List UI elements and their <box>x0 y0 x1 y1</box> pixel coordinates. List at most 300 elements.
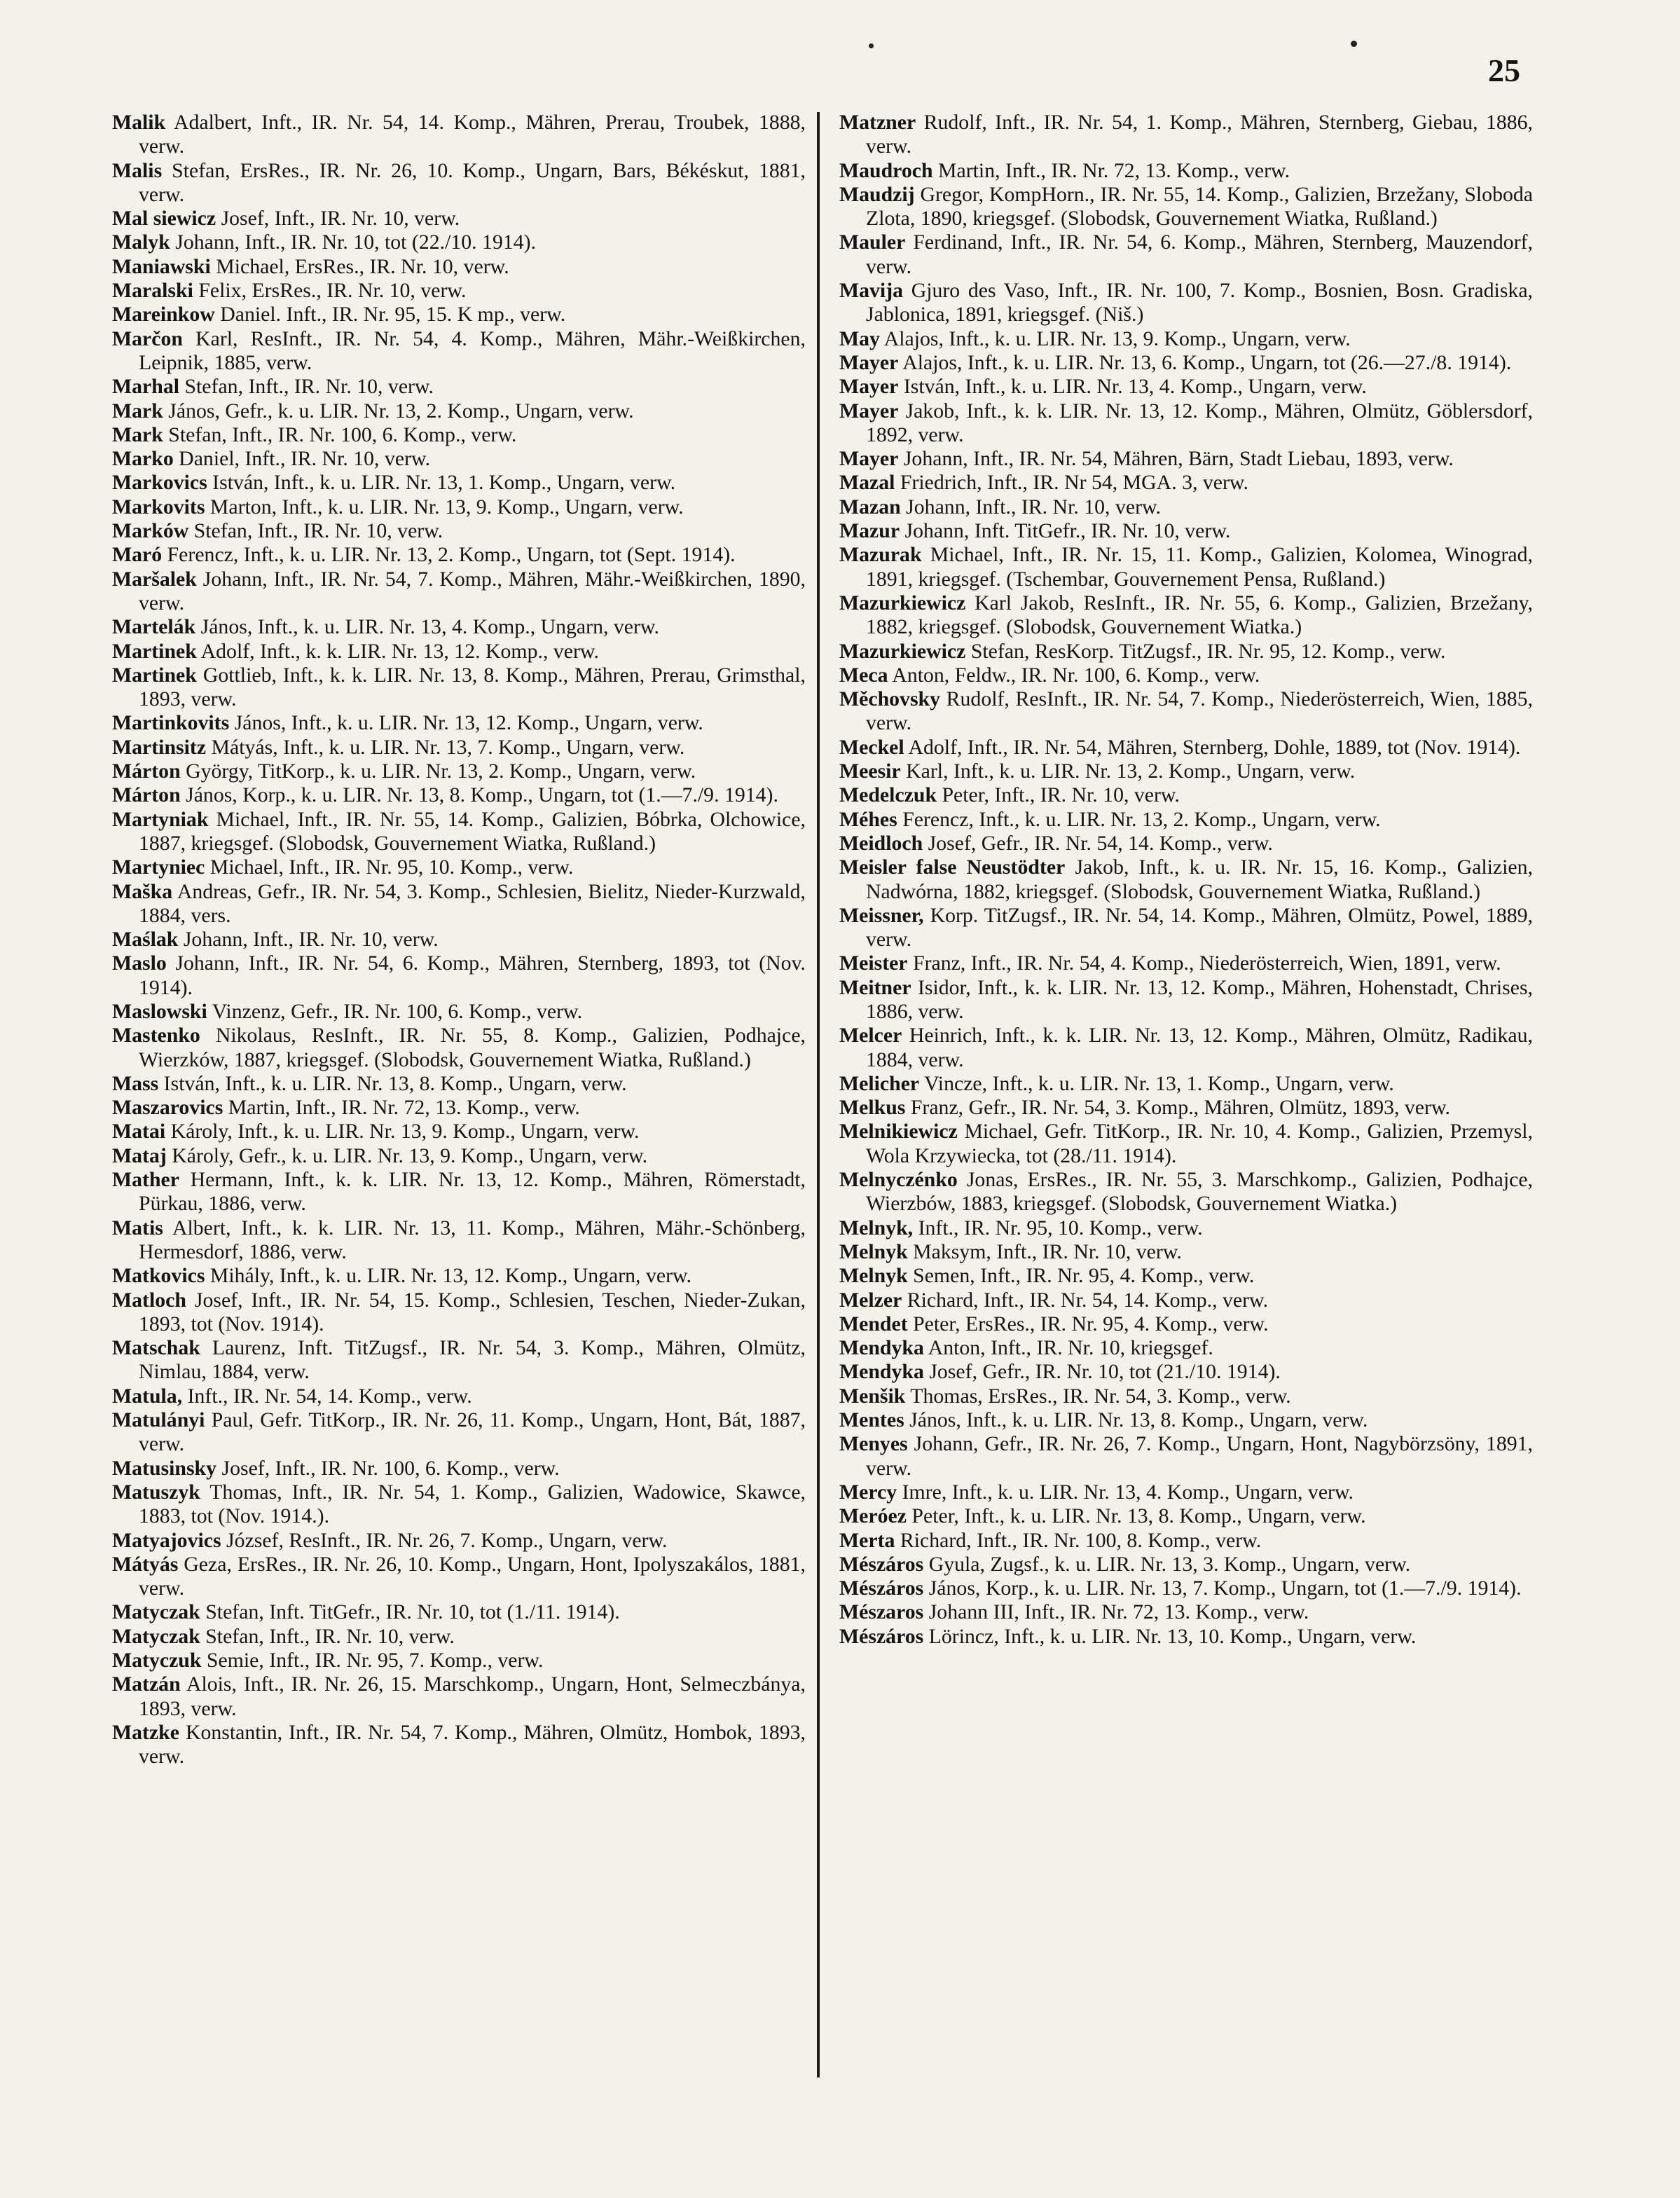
casualty-entry <box>839 447 1533 471</box>
entry-surname: Medelczuk <box>839 783 937 807</box>
entry-surname: Matschak <box>112 1336 200 1360</box>
entry-details: Josef, Gefr., IR. Nr. 10, tot (21./10. 1914). <box>929 1360 1281 1384</box>
entry-details: Johann III, Inft., IR. Nr. 72, 13. Komp., verw. <box>928 1600 1309 1624</box>
entry-surname: Melnyk <box>839 1239 908 1263</box>
casualty-entry <box>112 1096 806 1120</box>
entry-details: Adolf, Inft., IR. Nr. 54, Mähren, Sternberg, Dohle, 1889, tot (Nov. 1914). <box>908 735 1521 759</box>
entry-surname: Maršalek <box>112 567 197 591</box>
entry-surname: Melnikiewicz <box>839 1120 958 1143</box>
entry-details: Nikolaus, ResInft., IR. Nr. 55, 8. Komp., Galizien, Podhajce, Wierzków, 1887, kriegsgef. (Slobodsk, Gouvernement Wiatka, Rußland.) <box>139 1024 806 1071</box>
casualty-entry <box>112 856 806 879</box>
entry-details: Johann, Inft., IR. Nr. 54, Mähren, Bärn, Stadt Liebau, 1893, verw. <box>903 447 1454 471</box>
entry-details: Daniel, Inft., IR. Nr. 10, verw. <box>179 447 431 471</box>
entry-details: Vinzenz, Gefr., IR. Nr. 100, 6. Komp., verw. <box>212 999 583 1023</box>
entry-details: Vincze, Inft., k. u. LIR. Nr. 13, 1. Komp., Ungarn, verw. <box>924 1071 1394 1095</box>
entry-surname: Martinsitz <box>112 735 207 759</box>
entry-details: Károly, Gefr., k. u. LIR. Nr. 13, 9. Komp., Ungarn, verw. <box>172 1143 648 1167</box>
casualty-entry <box>112 255 806 279</box>
entry-details: Johann, Inft. TitGefr., IR. Nr. 10, verw. <box>904 519 1231 543</box>
casualty-entry <box>839 1096 1533 1120</box>
entry-details: Stefan, Inft., IR. Nr. 100, 6. Komp., verw. <box>168 423 517 446</box>
entry-details: Karl Jakob, ResInft., IR. Nr. 55, 6. Komp., Galizien, Brzežany, 1882, kriegsgef. (Slobodsk, Gouvernement Wiatka.) <box>866 591 1534 639</box>
entry-details: Martin, Inft., IR. Nr. 72, 13. Komp., verw. <box>228 1096 580 1120</box>
entry-surname: Meidloch <box>839 831 923 855</box>
entry-surname: Martyniak <box>112 807 209 831</box>
entry-details: Korp. TitZugsf., IR. Nr. 54, 14. Komp., Mähren, Olmütz, Powel, 1889, verw. <box>866 903 1533 952</box>
casualty-entry <box>112 928 806 952</box>
entry-details: Ferencz, Inft., k. u. LIR. Nr. 13, 2. Komp., Ungarn, tot (Sept. 1914). <box>167 543 736 567</box>
casualty-entry <box>839 1024 1533 1072</box>
entry-surname: Meckel <box>839 735 904 759</box>
entry-details: Karl, Inft., k. u. LIR. Nr. 13, 2. Komp., Ungarn, verw. <box>906 760 1356 783</box>
entry-details: István, Inft., k. u. LIR. Nr. 13, 4. Komp., Ungarn, verw. <box>903 375 1367 399</box>
casualty-entry <box>839 519 1533 543</box>
casualty-entry <box>839 351 1533 375</box>
casualty-entry <box>839 1481 1533 1504</box>
casualty-entry <box>839 543 1533 591</box>
entry-details: Johann, Gefr., IR. Nr. 26, 7. Komp., Ungarn, Hont, Nagybörzsöny, 1891, verw. <box>866 1432 1533 1480</box>
casualty-entry <box>112 1672 806 1721</box>
casualty-entry <box>112 1625 806 1649</box>
entry-details: Stefan, Inft., IR. Nr. 10, verw. <box>205 1624 455 1648</box>
entry-details: Michael, Inft., IR. Nr. 95, 10. Komp., verw. <box>209 856 574 879</box>
entry-surname: Maudroch <box>839 158 933 182</box>
casualty-entry <box>839 952 1533 975</box>
entry-surname: Mataj <box>112 1143 167 1167</box>
casualty-entry <box>112 111 806 159</box>
entry-surname: Martinkovits <box>112 711 230 735</box>
entry-details: Maksym, Inft., IR. Nr. 10, verw. <box>913 1239 1182 1263</box>
entry-details: Adolf, Inft., k. k. LIR. Nr. 13, 12. Komp., verw. <box>200 639 599 663</box>
entry-details: Semie, Inft., IR. Nr. 95, 7. Komp., verw. <box>206 1649 544 1672</box>
entry-surname: Malyk <box>112 231 170 254</box>
entry-details: József, ResInft., IR. Nr. 26, 7. Komp., Ungarn, verw. <box>226 1528 668 1552</box>
entry-details: Johann, Inft., IR. Nr. 10, verw. <box>906 495 1162 518</box>
entry-surname: Mather <box>112 1168 179 1192</box>
entry-details: Hermann, Inft., k. k. LIR. Nr. 13, 12. Komp., Mähren, Römerstadt, Pürkau, 1886, verw. <box>139 1168 806 1216</box>
casualty-entry <box>839 1360 1533 1384</box>
entry-details: Johann, Inft., IR. Nr. 54, 6. Komp., Mähren, Sternberg, 1893, tot (Nov. 1914). <box>139 952 806 999</box>
entry-surname: Marčon <box>112 327 183 350</box>
entry-surname: Mendet <box>839 1312 908 1335</box>
entry-details: Alajos, Inft., k. u. LIR. Nr. 13, 9. Komp., Ungarn, verw. <box>883 327 1351 350</box>
casualty-entry <box>112 1529 806 1553</box>
casualty-entry <box>112 783 806 807</box>
entry-details: Franz, Gefr., IR. Nr. 54, 3. Komp., Mähren, Olmütz, 1893, verw. <box>910 1096 1450 1120</box>
entry-surname: Mayer <box>839 399 899 423</box>
casualty-entry <box>839 1312 1533 1336</box>
entry-surname: Maslowski <box>112 999 207 1023</box>
casualty-entry <box>839 1240 1533 1264</box>
entry-surname: Marhal <box>112 375 179 399</box>
entry-details: Felix, ErsRes., IR. Nr. 10, verw. <box>198 279 467 303</box>
entry-surname: Meisler false Neustödter <box>839 856 1066 879</box>
casualty-entry <box>839 471 1533 495</box>
entry-surname: Mészáros <box>839 1552 924 1576</box>
casualty-entry <box>839 1289 1533 1312</box>
entry-details: Stefan, ResKorp. TitZugsf., IR. Nr. 95, 12. Komp., verw. <box>970 639 1446 663</box>
entry-surname: Maró <box>112 543 163 567</box>
casualty-entry <box>839 687 1533 736</box>
entry-surname: Maniawski <box>112 254 211 278</box>
casualty-entry <box>839 1168 1533 1216</box>
entry-surname: Meissner, <box>839 903 924 927</box>
casualty-entry <box>112 1553 806 1601</box>
entry-surname: Maszarovics <box>112 1096 223 1120</box>
entry-surname: Malik <box>112 111 166 134</box>
entry-details: János, Inft., k. u. LIR. Nr. 13, 8. Komp., Ungarn, verw. <box>909 1408 1368 1432</box>
casualty-entry <box>112 375 806 399</box>
column-divider <box>817 112 820 2077</box>
entry-details: Anton, Inft., IR. Nr. 10, kriegsgef. <box>928 1336 1213 1360</box>
casualty-entry <box>112 1216 806 1265</box>
entry-surname: Mark <box>112 423 163 446</box>
entry-details: Stefan, ErsRes., IR. Nr. 26, 10. Komp., Ungarn, Bars, Békéskut, 1881, verw. <box>139 158 806 206</box>
casualty-entry <box>112 664 806 712</box>
casualty-entry <box>112 1072 806 1096</box>
casualty-entry <box>112 1289 806 1337</box>
entry-details: Stefan, Inft. TitGefr., IR. Nr. 10, tot (1./11. 1914). <box>205 1600 620 1624</box>
entry-surname: Martinek <box>112 663 197 687</box>
casualty-entry <box>839 1504 1533 1528</box>
entry-details: Johann, Inft., IR. Nr. 10, tot (22./10. 1914). <box>175 231 537 254</box>
entry-surname: Mayer <box>839 375 899 399</box>
entry-details: Albert, Inft., k. k. LIR. Nr. 13, 11. Komp., Mähren, Mähr.-Schönberg, Hermesdorf, 1886, verw. <box>139 1216 806 1263</box>
entry-details: Alois, Inft., IR. Nr. 26, 15. Marschkomp., Ungarn, Hont, Selmeczbánya, 1893, verw. <box>139 1672 806 1720</box>
entry-surname: Merta <box>839 1528 895 1552</box>
entry-details: Gregor, KompHorn., IR. Nr. 55, 14. Komp., Galizien, Brzežany, Sloboda Zlota, 1890, kriegsgef. (Slobodsk, Gouvernement Wiatka, Rußland.) <box>866 182 1533 231</box>
entry-details: Thomas, Inft., IR. Nr. 54, 1. Komp., Galizien, Wadowice, Skawce, 1883, tot (Nov. 1914.). <box>139 1480 806 1528</box>
casualty-entry <box>839 375 1533 399</box>
entry-surname: Matyczuk <box>112 1649 202 1672</box>
entry-surname: Menyes <box>839 1432 908 1456</box>
casualty-entry <box>112 615 806 639</box>
casualty-entry <box>839 664 1533 687</box>
casualty-entry <box>112 568 806 616</box>
casualty-entry <box>112 711 806 735</box>
entry-details: Friedrich, Inft., IR. Nr 54, MGA. 3, verw. <box>900 471 1248 495</box>
entry-surname: Melnyk <box>839 1264 908 1288</box>
casualty-entry <box>112 640 806 664</box>
casualty-entry <box>839 1600 1533 1624</box>
entry-details: Jakob, Inft., k. k. LIR. Nr. 13, 12. Komp., Mähren, Olmütz, Göblersdorf, 1892, verw. <box>866 399 1533 446</box>
entry-details: Josef, Inft., IR. Nr. 100, 6. Komp., verw. <box>221 1456 560 1480</box>
casualty-entry <box>112 303 806 327</box>
entry-details: Inft., IR. Nr. 95, 10. Komp., verw. <box>918 1216 1203 1239</box>
entry-surname: Mészaros <box>839 1600 924 1624</box>
entry-surname: Matis <box>112 1216 163 1239</box>
casualty-entry <box>112 399 806 423</box>
entry-surname: Melcer <box>839 1024 902 1048</box>
entry-surname: Melicher <box>839 1071 920 1095</box>
entry-details: Johann, Inft., IR. Nr. 10, verw. <box>183 928 439 952</box>
entry-surname: Mark <box>112 399 163 423</box>
entry-details: Josef, Inft., IR. Nr. 54, 15. Komp., Schlesien, Teschen, Nieder-Zukan, 1893, tot (Nov. 1914). <box>139 1288 806 1335</box>
entry-details: Ferencz, Inft., k. u. LIR. Nr. 13, 2. Komp., Ungarn, verw. <box>902 807 1381 831</box>
casualty-entry <box>112 1408 806 1457</box>
entry-details: Gyula, Zugsf., k. u. LIR. Nr. 13, 3. Komp., Ungarn, verw. <box>928 1552 1411 1576</box>
casualty-entry <box>112 543 806 567</box>
casualty-entry <box>112 1168 806 1216</box>
entry-surname: Maslo <box>112 952 167 975</box>
entry-details: Laurenz, Inft. TitZugsf., IR. Nr. 54, 3. Komp., Mähren, Olmütz, Nimlau, 1884, verw. <box>139 1336 806 1384</box>
entry-surname: Meesir <box>839 760 901 783</box>
casualty-entry <box>112 519 806 543</box>
casualty-entry <box>112 1144 806 1168</box>
entry-surname: Mareinkow <box>112 303 215 327</box>
entry-details: Michael, Inft., IR. Nr. 15, 11. Komp., Galizien, Kolomea, Winograd, 1891, kriegsgef. (Tschembar, Gouvernement Pensa, Rußland.) <box>866 543 1533 591</box>
entry-surname: Márton <box>112 760 181 783</box>
entry-surname: Mátyás <box>112 1552 179 1576</box>
casualty-entry <box>112 447 806 471</box>
entry-surname: Mentes <box>839 1408 904 1432</box>
casualty-entry <box>112 1457 806 1481</box>
entry-details: Stefan, Inft., IR. Nr. 10, verw. <box>193 519 443 543</box>
entry-surname: Mayer <box>839 447 899 471</box>
casualty-entry <box>839 640 1533 664</box>
entry-surname: Matyczak <box>112 1624 200 1648</box>
entry-details: Gottlieb, Inft., k. k. LIR. Nr. 13, 8. Komp., Mähren, Prerau, Grimsthal, 1893, verw. <box>139 663 806 711</box>
entry-surname: Malis <box>112 158 163 182</box>
casualty-entry <box>839 159 1533 183</box>
entry-surname: Melkus <box>839 1096 906 1120</box>
entry-details: István, Inft., k. u. LIR. Nr. 13, 8. Komp., Ungarn, verw. <box>163 1071 627 1095</box>
casualty-entry <box>112 495 806 519</box>
entry-details: Michael, Inft., IR. Nr. 55, 14. Komp., Galizien, Bóbrka, Olchowice, 1887, kriegsgef. (Slobodsk, Gouvernement Wiatka, Rußland.) <box>139 807 806 855</box>
entry-details: Thomas, ErsRes., IR. Nr. 54, 3. Komp., verw. <box>910 1384 1291 1408</box>
entry-details: Jonas, ErsRes., IR. Nr. 55, 3. Marschkomp., Galizien, Podhajce, Wierzbów, 1883, kriegsgef. (Slobodsk, Gouvernement Wiatka.) <box>866 1168 1533 1216</box>
scan-speck <box>1351 41 1357 47</box>
entry-surname: Martinek <box>112 639 197 663</box>
entry-details: Alajos, Inft., k. u. LIR. Nr. 13, 6. Komp., Ungarn, tot (26.—27./8. 1914). <box>902 350 1512 374</box>
entry-details: Heinrich, Inft., k. k. LIR. Nr. 13, 12. Komp., Mähren, Olmütz, Radikau, 1884, verw. <box>866 1024 1534 1071</box>
entry-surname: Meister <box>839 952 908 975</box>
casualty-entry <box>112 1336 806 1385</box>
entry-surname: Mazur <box>839 519 900 543</box>
casualty-entry <box>839 760 1533 783</box>
entry-details: Konstantin, Inft., IR. Nr. 54, 7. Komp., Mähren, Olmütz, Hombok, 1893, verw. <box>139 1720 806 1768</box>
casualty-entry <box>112 423 806 447</box>
entry-surname: Matzke <box>112 1720 179 1744</box>
entry-details: Peter, Inft., IR. Nr. 10, verw. <box>942 783 1180 807</box>
entry-surname: Menšik <box>839 1384 906 1408</box>
entry-details: János, Korp., k. u. LIR. Nr. 13, 7. Komp., Ungarn, tot (1.—7./9. 1914). <box>928 1577 1522 1600</box>
entry-surname: Maślak <box>112 928 179 952</box>
entry-details: Richard, Inft., IR. Nr. 54, 14. Komp., verw. <box>907 1288 1269 1312</box>
casualty-entry <box>112 159 806 207</box>
casualty-entry <box>839 1529 1533 1553</box>
casualty-entry <box>112 1600 806 1624</box>
entry-surname: Matloch <box>112 1288 186 1312</box>
entry-surname: Mal siewicz <box>112 207 216 231</box>
casualty-entry <box>112 207 806 231</box>
entry-surname: Matzner <box>839 111 916 134</box>
entry-details: Peter, Inft., k. u. LIR. Nr. 13, 8. Komp., Ungarn, verw. <box>911 1504 1366 1528</box>
scan-speck <box>869 43 874 48</box>
entry-details: Michael, Gefr. TitKorp., IR. Nr. 10, 4. Komp., Galizien, Przemysl, Wola Krzywiecka, tot (28./11. 1914). <box>866 1120 1533 1167</box>
entry-surname: Matkovics <box>112 1264 205 1288</box>
entry-details: Josef, Gefr., IR. Nr. 54, 14. Komp., verw. <box>928 831 1273 855</box>
entry-surname: Matula, <box>112 1384 183 1408</box>
casualty-entry <box>839 495 1533 519</box>
entry-surname: Melnyk, <box>839 1216 914 1239</box>
entry-surname: Marków <box>112 519 189 543</box>
entry-surname: Matulányi <box>112 1408 205 1432</box>
entry-details: Paul, Gefr. TitKorp., IR. Nr. 26, 11. Komp., Ungarn, Hont, Bát, 1887, verw. <box>139 1408 806 1456</box>
entry-details: Richard, Inft., IR. Nr. 100, 8. Komp., verw. <box>900 1528 1262 1552</box>
casualty-entry <box>112 808 806 856</box>
entry-surname: Mendyka <box>839 1360 924 1384</box>
entry-details: Semen, Inft., IR. Nr. 95, 4. Komp., verw. <box>913 1264 1255 1288</box>
entry-surname: Mayer <box>839 350 899 374</box>
entry-surname: Matuszyk <box>112 1480 200 1504</box>
casualty-entry <box>112 1385 806 1408</box>
entry-details: Imre, Inft., k. u. LIR. Nr. 13, 4. Komp., Ungarn, verw. <box>902 1480 1354 1504</box>
entry-details: Rudolf, ResInft., IR. Nr. 54, 7. Komp., Niederösterreich, Wien, 1885, verw. <box>866 687 1533 735</box>
entry-details: Martin, Inft., IR. Nr. 72, 13. Komp., verw. <box>938 158 1290 182</box>
entry-details: Franz, Inft., IR. Nr. 54, 4. Komp., Niederösterreich, Wien, 1891, verw. <box>913 952 1501 975</box>
entry-surname: Matai <box>112 1120 166 1143</box>
entry-surname: Mazan <box>839 495 901 518</box>
entry-surname: Matusinsky <box>112 1456 217 1480</box>
entry-details: Marton, Inft., k. u. LIR. Nr. 13, 9. Komp., Ungarn, verw. <box>209 495 684 518</box>
entry-surname: Maudzij <box>839 182 915 206</box>
casualty-entry <box>112 1721 806 1769</box>
casualty-entry <box>839 279 1533 327</box>
entry-surname: Méhes <box>839 807 897 831</box>
entry-surname: Mészáros <box>839 1577 924 1600</box>
entry-details: János, Inft., k. u. LIR. Nr. 13, 12. Komp., Ungarn, verw. <box>234 711 703 735</box>
casualty-entry <box>839 736 1533 760</box>
entry-surname: Mazurkiewicz <box>839 591 966 614</box>
entry-surname: Marko <box>112 447 174 471</box>
page-number: 25 <box>1488 53 1520 88</box>
entry-surname: Meca <box>839 663 888 687</box>
casualty-entry <box>839 783 1533 807</box>
entry-details: Károly, Inft., k. u. LIR. Nr. 13, 9. Komp., Ungarn, verw. <box>170 1120 640 1143</box>
casualty-entry <box>112 952 806 1000</box>
casualty-entry <box>112 327 806 376</box>
casualty-entry <box>112 1024 806 1072</box>
entry-surname: Mavija <box>839 279 904 303</box>
entry-details: Josef, Inft., IR. Nr. 10, verw. <box>221 207 460 231</box>
entry-surname: Mazurkiewicz <box>839 639 966 663</box>
casualty-entry <box>839 183 1533 231</box>
entry-details: Lörincz, Inft., k. u. LIR. Nr. 13, 10. Komp., Ungarn, verw. <box>928 1624 1417 1648</box>
entry-details: Karl, ResInft., IR. Nr. 54, 4. Komp., Mähren, Mähr.-Weißkirchen, Leipnik, 1885, verw. <box>139 327 806 374</box>
casualty-entry <box>839 1336 1533 1360</box>
casualty-entry <box>839 1432 1533 1481</box>
entry-details: Stefan, Inft., IR. Nr. 10, verw. <box>184 375 434 399</box>
casualty-entry <box>839 1264 1533 1288</box>
right-column <box>839 111 1533 1649</box>
entry-surname: Mass <box>112 1071 159 1095</box>
casualty-entry <box>839 856 1533 904</box>
entry-surname: Maška <box>112 879 173 903</box>
entry-surname: Mazal <box>839 471 895 495</box>
casualty-entry <box>839 591 1533 640</box>
casualty-entry <box>839 231 1533 279</box>
left-column <box>112 111 806 1768</box>
casualty-entry <box>112 760 806 783</box>
casualty-entry <box>839 327 1533 351</box>
entry-details: György, TitKorp., k. u. LIR. Nr. 13, 2. Komp., Ungarn, verw. <box>186 760 696 783</box>
entry-surname: Melnyczénko <box>839 1168 958 1192</box>
entry-details: Geza, ErsRes., IR. Nr. 26, 10. Komp., Ungarn, Hont, Ipolyszakálos, 1881, verw. <box>139 1552 806 1600</box>
entry-details: István, Inft., k. u. LIR. Nr. 13, 1. Komp., Ungarn, verw. <box>212 471 676 495</box>
entry-surname: Meróez <box>839 1504 907 1528</box>
casualty-entry <box>112 1264 806 1288</box>
entry-surname: Markovits <box>112 495 205 518</box>
casualty-entry <box>839 1577 1533 1600</box>
casualty-entry <box>112 880 806 928</box>
casualty-entry <box>839 1216 1533 1240</box>
entry-details: Johann, Inft., IR. Nr. 54, 7. Komp., Mähren, Mähr.-Weißkirchen, 1890, verw. <box>139 567 806 614</box>
entry-details: Andreas, Gefr., IR. Nr. 54, 3. Komp., Schlesien, Bielitz, Nieder-Kurzwald, 1884, vers. <box>139 879 806 927</box>
entry-surname: Matzán <box>112 1672 181 1696</box>
entry-surname: Matyajovics <box>112 1528 221 1552</box>
casualty-entry <box>112 1000 806 1024</box>
entry-details: Mátyás, Inft., k. u. LIR. Nr. 13, 7. Komp., Ungarn, verw. <box>211 735 685 759</box>
casualty-entry <box>839 976 1533 1024</box>
entry-details: Peter, ErsRes., IR. Nr. 95, 4. Komp., verw. <box>913 1312 1269 1335</box>
entry-surname: Mauler <box>839 231 906 254</box>
entry-details: Rudolf, Inft., IR. Nr. 54, 1. Komp., Mähren, Sternberg, Giebau, 1886, verw. <box>866 111 1533 158</box>
casualty-entry <box>839 904 1533 952</box>
entry-details: Michael, ErsRes., IR. Nr. 10, verw. <box>216 254 509 278</box>
casualty-entry <box>112 736 806 760</box>
entry-details: Anton, Feldw., IR. Nr. 100, 6. Komp., verw. <box>892 663 1260 687</box>
entry-surname: Martelák <box>112 615 196 639</box>
entry-surname: Markovics <box>112 471 207 495</box>
casualty-entry <box>839 832 1533 856</box>
entry-surname: Měchovsky <box>839 687 941 711</box>
entry-details: János, Gefr., k. u. LIR. Nr. 13, 2. Komp., Ungarn, verw. <box>168 399 634 423</box>
casualty-entry <box>112 279 806 303</box>
entry-surname: Mészáros <box>839 1624 924 1648</box>
entry-details: Ferdinand, Inft., IR. Nr. 54, 6. Komp., Mähren, Sternberg, Mauzendorf, verw. <box>866 231 1533 278</box>
entry-details: Mihály, Inft., k. u. LIR. Nr. 13, 12. Komp., Ungarn, verw. <box>209 1264 692 1288</box>
entry-surname: Martyniec <box>112 856 205 879</box>
entry-surname: Maralski <box>112 279 193 303</box>
casualty-entry <box>839 1625 1533 1649</box>
casualty-entry <box>112 1649 806 1672</box>
entry-surname: Mercy <box>839 1480 897 1504</box>
casualty-entry <box>112 1120 806 1143</box>
entry-details: János, Inft., k. u. LIR. Nr. 13, 4. Komp., Ungarn, verw. <box>200 615 659 639</box>
entry-details: Inft., IR. Nr. 54, 14. Komp., verw. <box>187 1384 472 1408</box>
casualty-entry <box>839 808 1533 832</box>
entry-details: Isidor, Inft., k. k. LIR. Nr. 13, 12. Komp., Mähren, Hohenstadt, Chrises, 1886, verw. <box>866 975 1534 1023</box>
entry-surname: Mazurak <box>839 543 922 567</box>
casualty-entry <box>839 1072 1533 1096</box>
entry-details: János, Korp., k. u. LIR. Nr. 13, 8. Komp., Ungarn, tot (1.—7./9. 1914). <box>186 783 778 807</box>
entry-details: Gjuro des Vaso, Inft., IR. Nr. 100, 7. Komp., Bosnien, Bosn. Gradiska, Jablonica, 1891, kriegsgef. (Niš.) <box>866 279 1534 327</box>
entry-surname: May <box>839 327 880 350</box>
casualty-entry <box>839 1385 1533 1408</box>
casualty-entry <box>839 111 1533 159</box>
entry-surname: Meitner <box>839 975 911 999</box>
casualty-entry <box>112 1481 806 1529</box>
casualty-entry <box>112 471 806 495</box>
casualty-entry <box>112 231 806 254</box>
casualty-entry <box>839 1408 1533 1432</box>
entry-surname: Melzer <box>839 1288 902 1312</box>
entry-surname: Mastenko <box>112 1024 200 1048</box>
entry-details: Daniel. Inft., IR. Nr. 95, 15. K mp., verw. <box>220 303 566 327</box>
entry-surname: Mendyka <box>839 1336 924 1360</box>
entry-surname: Matyczak <box>112 1600 200 1624</box>
